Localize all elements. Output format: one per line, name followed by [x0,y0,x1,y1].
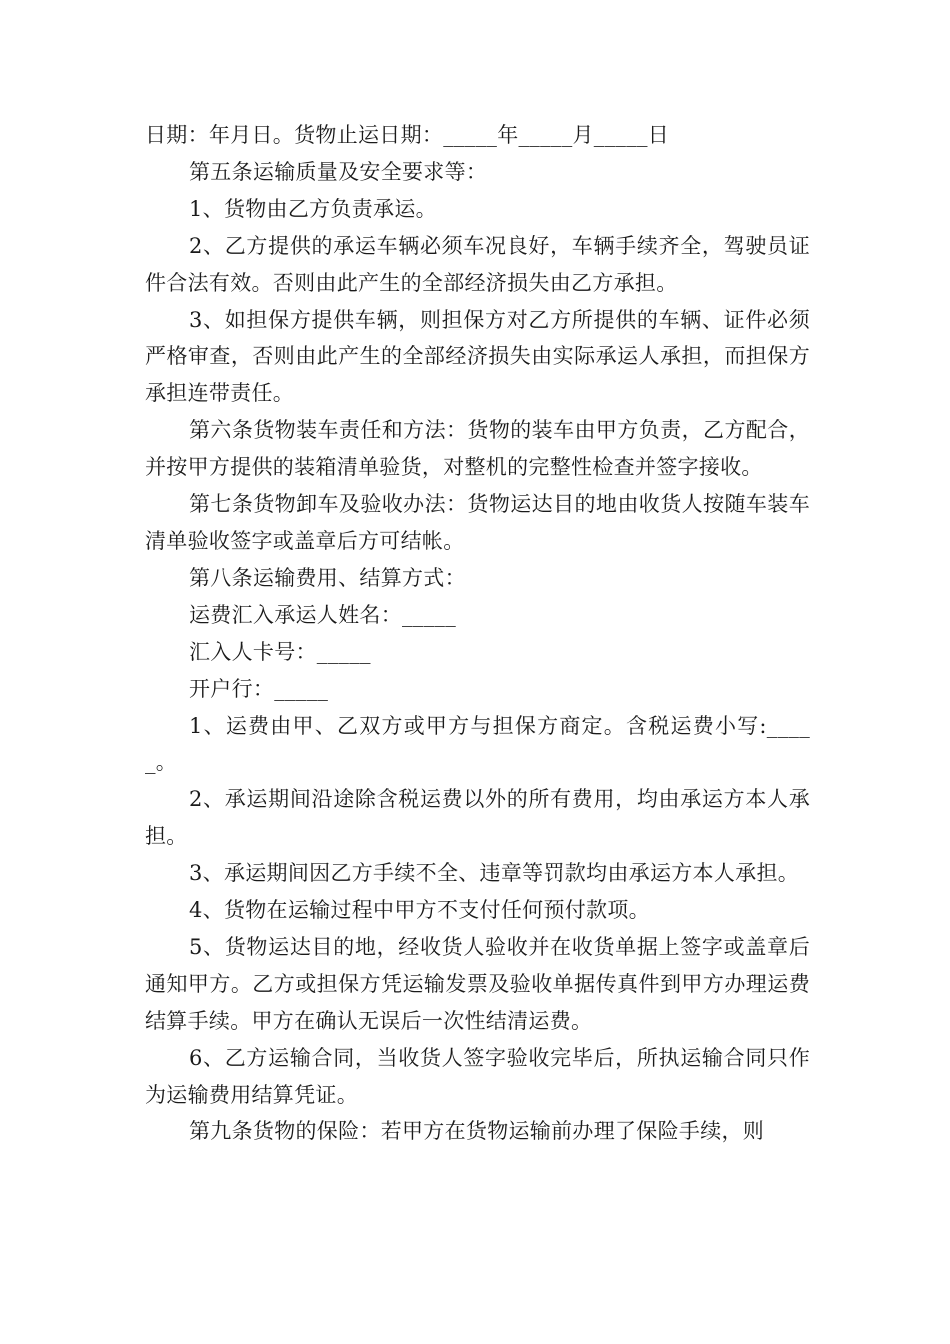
paragraph-article-8-item-2: 2、承运期间沿途除含税运费以外的所有费用，均由承运方本人承担。 [145,787,810,849]
paragraph-article-5-item-3: 3、如担保方提供车辆，则担保方对乙方所提供的车辆、证件必须严格审查，否则由此产生的全部经济损失由实际承运人承担，而担保方承担连带责任。 [145,307,810,406]
paragraph-article-7: 第七条货物卸车及验收办法：货物运达目的地由收货人按随车装车清单验收签字或盖章后方可结帐。 [145,492,810,553]
paragraph-article-5-title: 第五条运输质量及安全要求等： [189,159,488,184]
paragraph-bank: 开户行：_____ [189,676,329,701]
paragraph-article-8-item-4: 4、货物在运输过程中甲方不支付任何预付款项。 [189,898,650,923]
paragraph-date-line: 日期：年月日。货物止运日期：_____年_____月_____日 [145,123,670,147]
contract-text [145,117,810,1150]
paragraph-article-9: 第九条货物的保险：若甲方在货物运输前办理了保险手续，则 [189,1119,765,1144]
paragraph-article-8-item-3: 3、承运期间因乙方手续不全、违章等罚款均由承运方本人承担。 [189,861,800,886]
paragraph-article-8-title: 第八条运输费用、结算方式： [189,565,466,590]
paragraph-payee-name: 运费汇入承运人姓名：_____ [189,602,456,627]
paragraph-article-5-item-2: 2、乙方提供的承运车辆必须车况良好，车辆手续齐全，驾驶员证件合法有效。否则由此产生的全部经济损失由乙方承担。 [145,233,810,295]
paragraph-card-number: 汇入人卡号：_____ [189,639,371,664]
paragraph-article-6: 第六条货物装车责任和方法：货物的装车由甲方负责，乙方配合，并按甲方提供的装箱清单验货，对整机的完整性检查并签字接收。 [145,418,810,480]
paragraph-article-8-item-1: 1、运费由甲、乙双方或甲方与担保方商定。含税运费小写:_____。 [145,713,810,775]
paragraph-article-5-item-1: 1、货物由乙方负责承运。 [189,196,437,221]
paragraph-article-8-item-5: 5、货物运达目的地，经收货人验收并在收货单据上签字或盖章后通知甲方。乙方或担保方凭运输发票及验收单据传真件到甲方办理运费结算手续。甲方在确认无误后一次性结清运费。 [145,934,810,1033]
paragraph-article-8-item-6: 6、乙方运输合同，当收货人签字验收完毕后，所执运输合同只作为运输费用结算凭证。 [145,1045,810,1107]
